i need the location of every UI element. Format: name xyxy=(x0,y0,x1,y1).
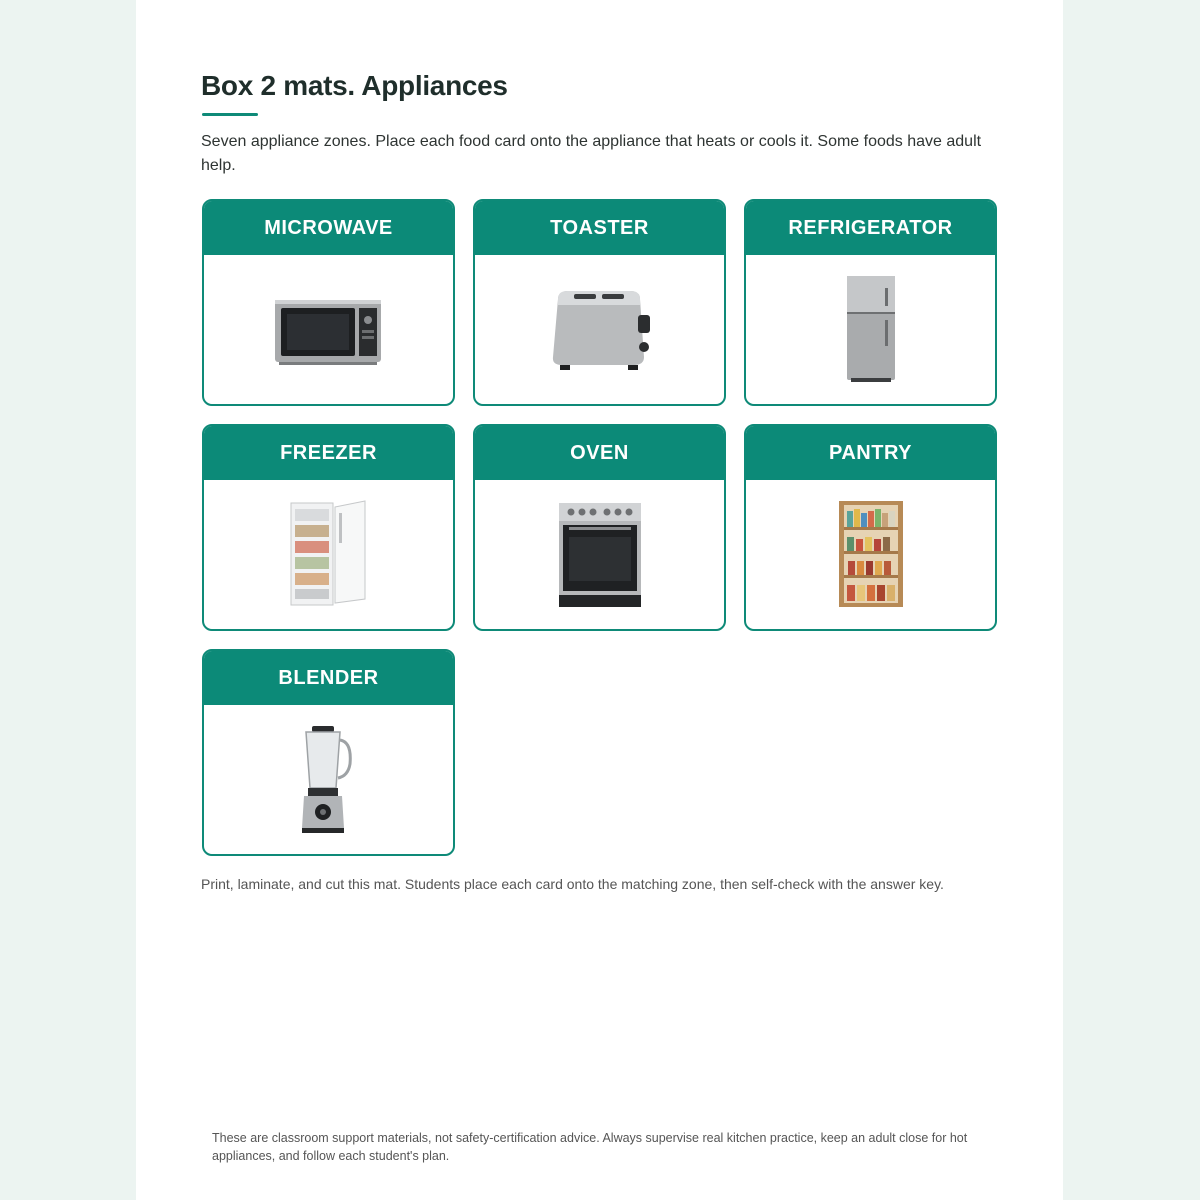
intro-text: Seven appliance zones. Place each food card onto the appliance that heats or cools it. Some foods have adult help. xyxy=(201,133,982,174)
zone-microwave[interactable] xyxy=(202,199,455,406)
worksheet-page xyxy=(136,0,1063,1200)
microwave-icon xyxy=(269,290,389,370)
freezer-icon xyxy=(279,499,379,611)
zone-oven[interactable] xyxy=(473,424,726,631)
refrigerator-icon xyxy=(841,274,901,386)
oven-icon xyxy=(555,499,645,611)
title-underline xyxy=(202,113,258,116)
zone-label: PANTRY xyxy=(746,426,995,480)
zone-label: REFRIGERATOR xyxy=(746,201,995,255)
zone-freezer[interactable] xyxy=(202,424,455,631)
footer-note: Print, laminate, and cut this mat. Students place each card onto the matching zone, then self-check with the answer key. xyxy=(201,876,944,892)
zone-label: MICROWAVE xyxy=(204,201,453,255)
zone-label: TOASTER xyxy=(475,201,724,255)
zone-pantry[interactable] xyxy=(744,424,997,631)
zone-toaster[interactable] xyxy=(473,199,726,406)
pantry-icon xyxy=(831,499,911,611)
zone-blender[interactable] xyxy=(202,649,455,856)
zone-refrigerator[interactable] xyxy=(744,199,997,406)
safety-disclaimer: These are classroom support materials, not safety-certification advice. Always supervise real kitchen practice, keep an adult close for hot appliances, and follow each student's plan. xyxy=(212,1131,968,1163)
page-title: Box 2 mats. Appliances xyxy=(201,70,508,101)
toaster-icon xyxy=(540,285,660,375)
zone-label: OVEN xyxy=(475,426,724,480)
blender-icon xyxy=(294,724,364,836)
zone-label: BLENDER xyxy=(204,651,453,705)
zone-label: FREEZER xyxy=(204,426,453,480)
